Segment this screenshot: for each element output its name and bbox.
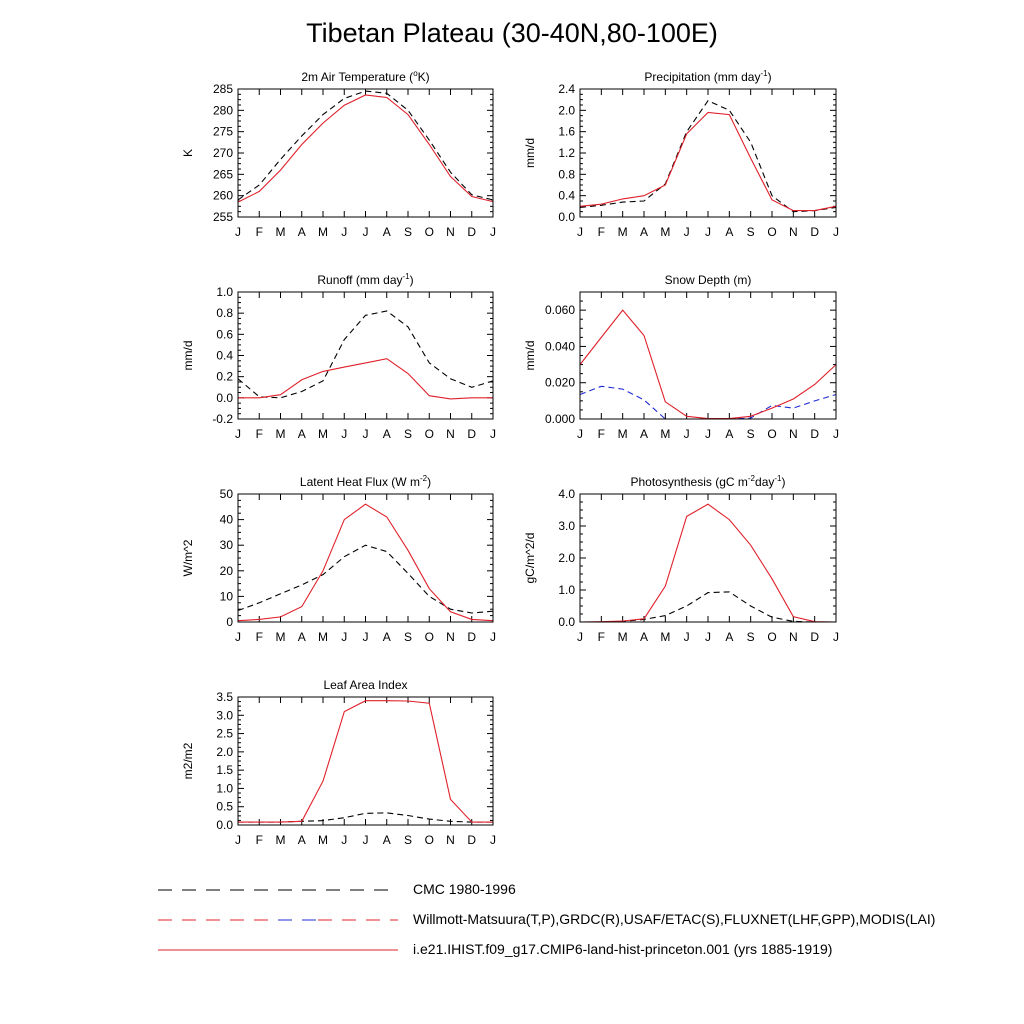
- legend-swatch-model: [0, 940, 400, 960]
- y-axis-label-snow: mm/d: [523, 340, 537, 371]
- series-model-t2m: [238, 95, 493, 202]
- y-tick-label-runoff: 0.4: [216, 348, 233, 363]
- y-tick-label-t2m: 265: [212, 167, 233, 182]
- y-axis-label-runoff: mm/d: [181, 340, 195, 371]
- x-tick-label-runoff: A: [297, 427, 306, 441]
- y-tick-label-lai: 2.0: [216, 744, 233, 759]
- y-axis-label-lai: m2/m2: [181, 742, 195, 780]
- x-tick-label-snow: M: [617, 427, 628, 441]
- y-tick-label-lai: 3.5: [216, 690, 233, 704]
- y-tick-label-t2m: 280: [212, 103, 233, 118]
- y-tick-label-precip: 1.6: [558, 124, 575, 139]
- x-tick-label-gpp: D: [810, 630, 820, 644]
- y-axis-label-t2m: K: [181, 148, 195, 158]
- x-tick-label-lai: S: [403, 833, 413, 847]
- x-tick-label-gpp: M: [617, 630, 628, 644]
- y-tick-label-gpp: 3.0: [558, 519, 575, 533]
- panel-t2m: [181, 69, 496, 239]
- y-tick-label-snow: 0.020: [544, 375, 575, 390]
- x-tick-label-snow: A: [725, 427, 734, 441]
- x-tick-label-gpp: J: [833, 630, 839, 644]
- plot-frame-lhf: [238, 494, 493, 622]
- x-tick-label-lhf: D: [467, 630, 477, 644]
- x-tick-label-lhf: J: [341, 630, 348, 644]
- x-tick-label-lai: N: [446, 833, 455, 847]
- y-tick-label-runoff: 0.2: [216, 369, 233, 384]
- y-tick-label-lhf: 50: [219, 487, 233, 501]
- series-model-gpp: [580, 504, 836, 622]
- x-tick-label-lai: F: [255, 833, 263, 847]
- plot-frame-precip: [580, 89, 836, 217]
- y-tick-label-precip: 1.2: [558, 146, 575, 160]
- plot-frame-lai: [238, 697, 493, 825]
- x-tick-label-gpp: S: [746, 630, 755, 644]
- x-tick-label-precip: N: [788, 225, 798, 239]
- panel-title-precip: Precipitation (mm day$^{-1}$): [644, 69, 772, 84]
- plot-frame-snow: [580, 292, 836, 419]
- panel-title-lhf: Latent Heat Flux (W $m^{-2}$): [299, 474, 432, 489]
- x-tick-label-snow: S: [746, 427, 755, 441]
- x-tick-label-precip: S: [746, 225, 755, 239]
- x-tick-label-snow: N: [788, 427, 798, 441]
- legend-label-model: i.e21.IHIST.f09_g17.CMIP6-land-hist-princeton.001 (yrs 1885-1919): [413, 941, 833, 957]
- x-tick-label-runoff: J: [362, 427, 369, 441]
- y-tick-label-lhf: 30: [219, 538, 233, 553]
- y-tick-label-snow: 0.000: [544, 412, 575, 426]
- y-axis-label-lhf: W/m^2: [181, 539, 195, 577]
- panel-gpp: [523, 474, 839, 644]
- series-model-lai: [238, 701, 493, 822]
- panel-title-t2m: 2m Air Temperature ($^o$K): [301, 69, 430, 84]
- y-tick-label-precip: 2.0: [558, 103, 575, 118]
- x-tick-label-snow: D: [810, 427, 820, 441]
- x-tick-label-gpp: J: [683, 630, 690, 644]
- legend-row-cmc: [0, 880, 1024, 900]
- x-tick-label-snow: O: [767, 427, 777, 441]
- x-tick-label-t2m: F: [255, 225, 263, 239]
- x-tick-label-runoff: M: [275, 427, 286, 441]
- y-tick-label-runoff: 0.6: [216, 327, 233, 342]
- y-tick-label-precip: 0.8: [558, 167, 575, 182]
- x-tick-label-t2m: M: [318, 225, 328, 239]
- panel-title-runoff: Runoff (mm day$^{-1}$): [317, 272, 414, 287]
- y-tick-label-snow: 0.060: [544, 303, 575, 318]
- x-tick-label-lhf: A: [382, 630, 391, 644]
- x-tick-label-gpp: A: [725, 630, 734, 644]
- x-tick-label-precip: A: [639, 225, 649, 239]
- x-tick-label-gpp: J: [705, 630, 711, 644]
- series-model-lhf: [238, 504, 493, 621]
- y-tick-label-runoff: 0.0: [216, 390, 233, 405]
- y-tick-label-lai: 2.5: [216, 726, 233, 741]
- x-tick-label-snow: J: [833, 427, 839, 441]
- x-tick-label-runoff: F: [255, 427, 263, 441]
- x-tick-label-t2m: A: [382, 225, 391, 239]
- x-tick-label-runoff: A: [382, 427, 391, 441]
- y-tick-label-precip: 0.0: [558, 210, 575, 224]
- x-tick-label-t2m: J: [362, 225, 369, 239]
- plot-frame-t2m: [238, 89, 493, 217]
- x-tick-label-gpp: J: [577, 630, 583, 644]
- x-tick-label-precip: O: [767, 225, 777, 239]
- x-tick-label-snow: J: [705, 427, 711, 441]
- x-tick-label-snow: A: [639, 427, 649, 441]
- x-tick-label-runoff: N: [446, 427, 455, 441]
- x-tick-label-lai: A: [382, 833, 391, 847]
- series-model-snow: [580, 310, 836, 419]
- x-tick-label-lai: J: [341, 833, 348, 847]
- x-tick-label-snow: J: [683, 427, 690, 441]
- panel-snow: [523, 273, 839, 441]
- x-tick-label-lhf: J: [490, 630, 496, 644]
- y-tick-label-t2m: 270: [212, 146, 233, 160]
- y-tick-label-lhf: 10: [219, 589, 233, 604]
- series-model-runoff: [238, 359, 493, 399]
- x-tick-label-gpp: F: [597, 630, 606, 644]
- x-tick-label-lai: M: [275, 833, 286, 847]
- y-tick-label-gpp: 2.0: [558, 551, 575, 565]
- x-tick-label-precip: J: [705, 225, 711, 239]
- series-obs-precip: [580, 101, 836, 212]
- x-tick-label-gpp: M: [660, 630, 671, 644]
- x-tick-label-precip: A: [725, 225, 734, 239]
- x-tick-label-gpp: O: [767, 630, 777, 644]
- x-tick-label-precip: F: [597, 225, 606, 239]
- x-tick-label-lai: A: [297, 833, 306, 847]
- panel-lai: [181, 678, 496, 847]
- x-tick-label-t2m: M: [275, 225, 286, 239]
- y-tick-label-gpp: 1.0: [558, 583, 575, 597]
- plot-frame-gpp: [580, 494, 836, 622]
- y-axis-label-gpp: gC/m^2/d: [523, 532, 537, 584]
- y-tick-label-t2m: 275: [212, 124, 233, 139]
- y-tick-label-gpp: 4.0: [558, 487, 575, 501]
- x-tick-label-lai: J: [490, 833, 496, 847]
- x-tick-label-lhf: O: [424, 630, 434, 644]
- y-tick-label-lai: 3.0: [216, 708, 233, 723]
- y-tick-label-snow: 0.040: [544, 339, 575, 354]
- y-tick-label-lai: 1.0: [216, 781, 233, 796]
- x-tick-label-t2m: S: [403, 225, 413, 239]
- x-tick-label-lai: J: [362, 833, 369, 847]
- panel-title-lai: Leaf Area Index: [323, 678, 408, 692]
- x-tick-label-lai: O: [424, 833, 434, 847]
- y-tick-label-t2m: 260: [212, 188, 233, 203]
- x-tick-label-precip: J: [577, 225, 583, 239]
- x-tick-label-precip: M: [660, 225, 671, 239]
- x-tick-label-t2m: N: [446, 225, 455, 239]
- panel-runoff: [181, 272, 496, 441]
- y-tick-label-precip: 0.4: [558, 188, 575, 203]
- x-tick-label-precip: D: [810, 225, 820, 239]
- y-tick-label-lai: 0.5: [216, 799, 233, 814]
- x-tick-label-lhf: N: [446, 630, 455, 644]
- y-tick-label-gpp: 0.0: [558, 615, 575, 629]
- panel-title-snow: Snow Depth (m): [664, 273, 752, 287]
- panel-title-gpp: Photosynthesis (gC $m^{-2}day^{-1}$): [630, 474, 786, 489]
- x-tick-label-t2m: A: [297, 225, 306, 239]
- x-tick-label-t2m: J: [490, 225, 496, 239]
- plot-frame-runoff: [238, 292, 493, 419]
- x-tick-label-snow: M: [660, 427, 671, 441]
- x-tick-label-t2m: D: [467, 225, 477, 239]
- y-tick-label-lhf: 0: [226, 615, 233, 629]
- y-axis-label-precip: mm/d: [523, 138, 537, 168]
- x-tick-label-runoff: O: [424, 427, 434, 441]
- x-tick-label-precip: J: [683, 225, 690, 239]
- legend-row-model: [0, 940, 1024, 960]
- y-tick-label-precip: 2.4: [558, 82, 575, 96]
- x-tick-label-gpp: A: [639, 630, 649, 644]
- x-tick-label-lhf: J: [362, 630, 369, 644]
- figure-title: Tibetan Plateau (30-40N,80-100E): [306, 18, 718, 48]
- y-tick-label-runoff: 1.0: [216, 285, 233, 299]
- x-tick-label-runoff: S: [403, 427, 413, 441]
- x-tick-label-lai: M: [318, 833, 328, 847]
- x-tick-label-precip: J: [833, 225, 839, 239]
- x-tick-label-t2m: J: [235, 225, 241, 239]
- x-tick-label-lhf: M: [318, 630, 328, 644]
- x-tick-label-t2m: O: [424, 225, 434, 239]
- y-tick-label-t2m: 255: [212, 210, 233, 224]
- x-tick-label-runoff: J: [490, 427, 496, 441]
- x-tick-label-lhf: A: [297, 630, 306, 644]
- x-tick-label-lhf: M: [275, 630, 286, 644]
- series-obs-runoff: [238, 311, 493, 398]
- series-obs-t2m: [238, 91, 493, 200]
- legend-label-cmc: CMC 1980-1996: [413, 881, 516, 897]
- legend-label-obs: Willmott-Matsuura(T,P),GRDC(R),USAF/ETAC(S),FLUXNET(LHF,GPP),MODIS(LAI): [413, 911, 936, 927]
- legend-row-obs: [0, 910, 1024, 930]
- y-tick-label-lhf: 20: [219, 563, 233, 578]
- x-tick-label-lhf: F: [255, 630, 263, 644]
- y-tick-label-lai: 0.0: [216, 818, 233, 832]
- legend-swatch-obs: [0, 910, 400, 930]
- x-tick-label-snow: F: [597, 427, 606, 441]
- y-tick-label-t2m: 285: [212, 82, 233, 96]
- series-model-precip: [580, 113, 836, 211]
- y-tick-label-lai: 1.5: [216, 763, 233, 778]
- x-tick-label-t2m: J: [341, 225, 348, 239]
- x-tick-label-runoff: M: [318, 427, 328, 441]
- x-tick-label-lhf: S: [403, 630, 413, 644]
- x-tick-label-runoff: D: [467, 427, 477, 441]
- legend-swatch-cmc: [0, 880, 400, 900]
- y-tick-label-runoff: -0.2: [212, 412, 233, 426]
- x-tick-label-precip: M: [617, 225, 628, 239]
- x-tick-label-runoff: J: [235, 427, 241, 441]
- panel-precip: [523, 69, 839, 239]
- x-tick-label-lai: D: [467, 833, 477, 847]
- y-tick-label-runoff: 0.8: [216, 306, 233, 321]
- panel-lhf: [181, 474, 496, 644]
- y-tick-label-lhf: 40: [219, 512, 233, 527]
- x-tick-label-snow: J: [577, 427, 583, 441]
- x-tick-label-lhf: J: [235, 630, 241, 644]
- x-tick-label-runoff: J: [341, 427, 348, 441]
- series-obs-lhf: [238, 545, 493, 613]
- x-tick-label-lai: J: [235, 833, 241, 847]
- x-tick-label-gpp: N: [788, 630, 798, 644]
